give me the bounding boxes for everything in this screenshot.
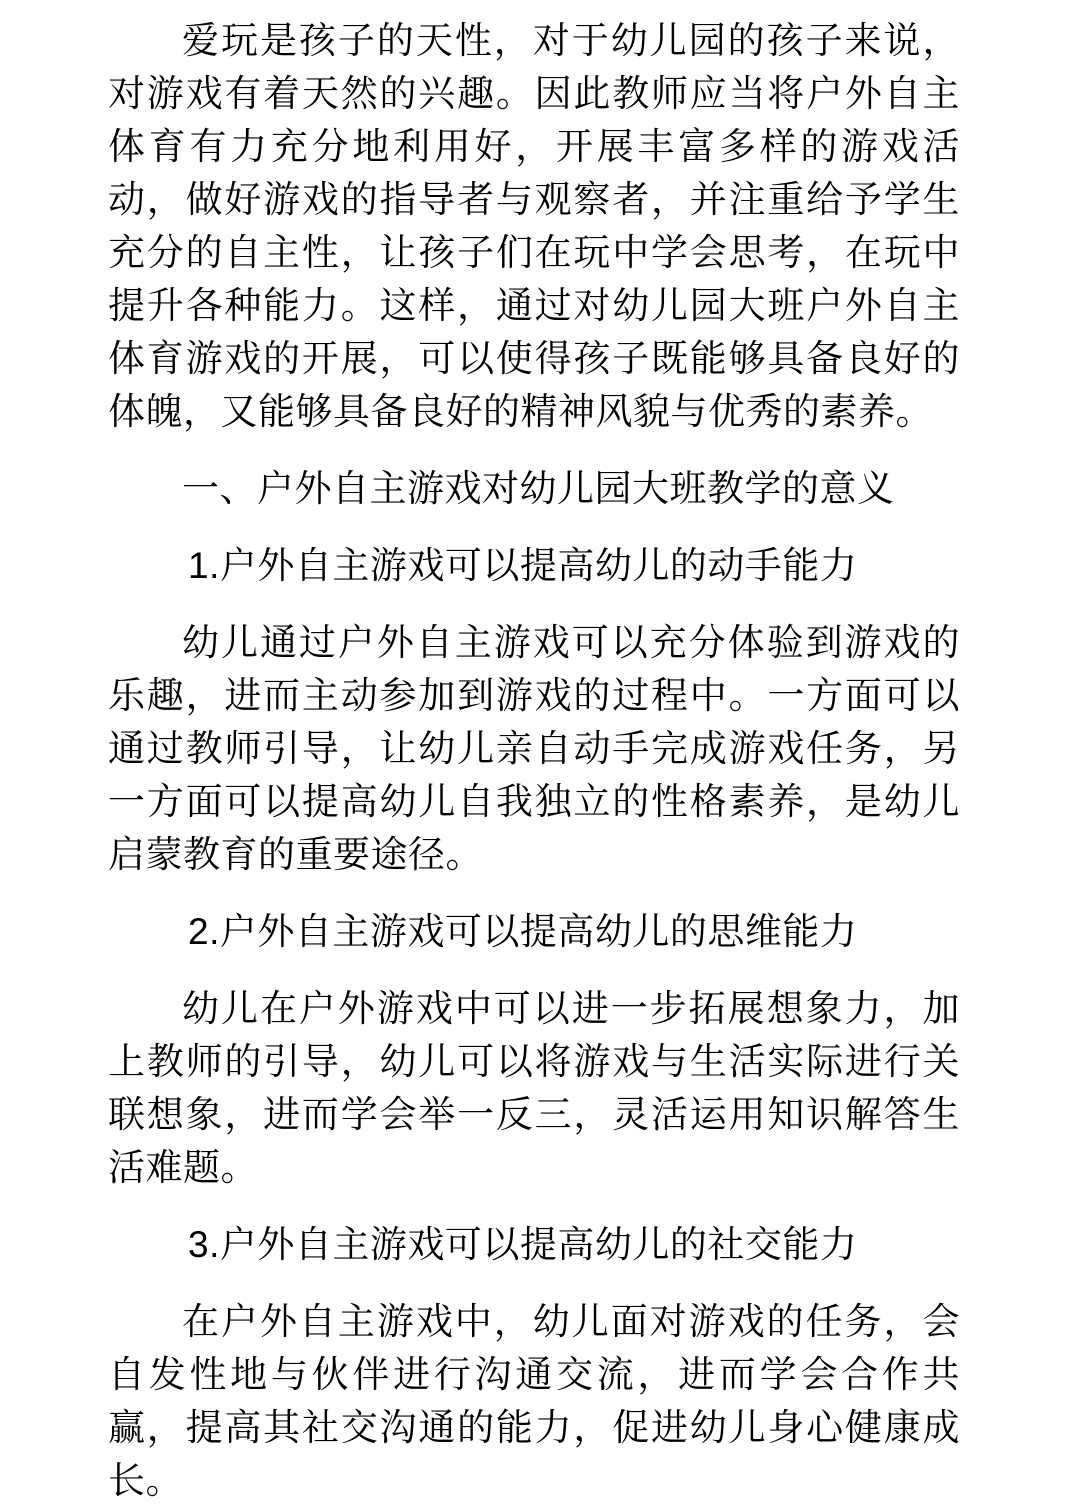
- block-spacer: [108, 529, 960, 539]
- paragraph-1-3-body: 在户外自主游戏中，幼儿面对游戏的任务，会自发性地与伙伴进行沟通交流，进而学会合作共赢，提高其社交沟通的能力，促进幼儿身心健康成长。: [108, 1301, 960, 1501]
- block-spacer: [108, 452, 960, 462]
- subsection-heading-1-3: 3.户外自主游戏可以提高幼儿的社交能力: [188, 1224, 858, 1265]
- subsection-heading-1-2: 2.户外自主游戏可以提高幼儿的思维能力: [188, 911, 858, 952]
- block-spacer: [108, 895, 960, 905]
- paragraph-1-2-body: 幼儿在户外游戏中可以进一步拓展想象力，加上教师的引导，幼儿可以将游戏与生活实际进行关联想象，进而学会举一反三，灵活运用知识解答生活难题。: [108, 988, 960, 1188]
- paragraph-1-1-body: 幼儿通过户外自主游戏可以充分体验到游戏的乐趣，进而主动参加到游戏的过程中。一方面可以通过教师引导，让幼儿亲自动手完成游戏任务，另一方面可以提高幼儿自我独立的性格素养，是幼儿启蒙教育的重要途径。: [108, 622, 960, 875]
- block-spacer: [108, 1285, 960, 1295]
- block-spacer: [108, 972, 960, 982]
- block-spacer: [108, 606, 960, 616]
- block-spacer: [108, 1208, 960, 1218]
- subsection-heading-1-1: 1.户外自主游戏可以提高幼儿的动手能力: [188, 545, 858, 586]
- section-heading-1: 一、户外自主游戏对幼儿园大班教学的意义: [182, 468, 895, 509]
- paragraph-intro: 爱玩是孩子的天性，对于幼儿园的孩子来说，对游戏有着天然的兴趣。因此教师应当将户外自主体育有力充分地利用好，开展丰富多样的游戏活动，做好游戏的指导者与观察者，并注重给予学生充分的自主性，让孩子们在玩中学会思考，在玩中提升各种能力。这样，通过对幼儿园大班户外自主体育游戏的开展，可以使得孩子既能够具备良好的体魄，又能够具备良好的精神风貌与优秀的素养。: [108, 20, 960, 432]
